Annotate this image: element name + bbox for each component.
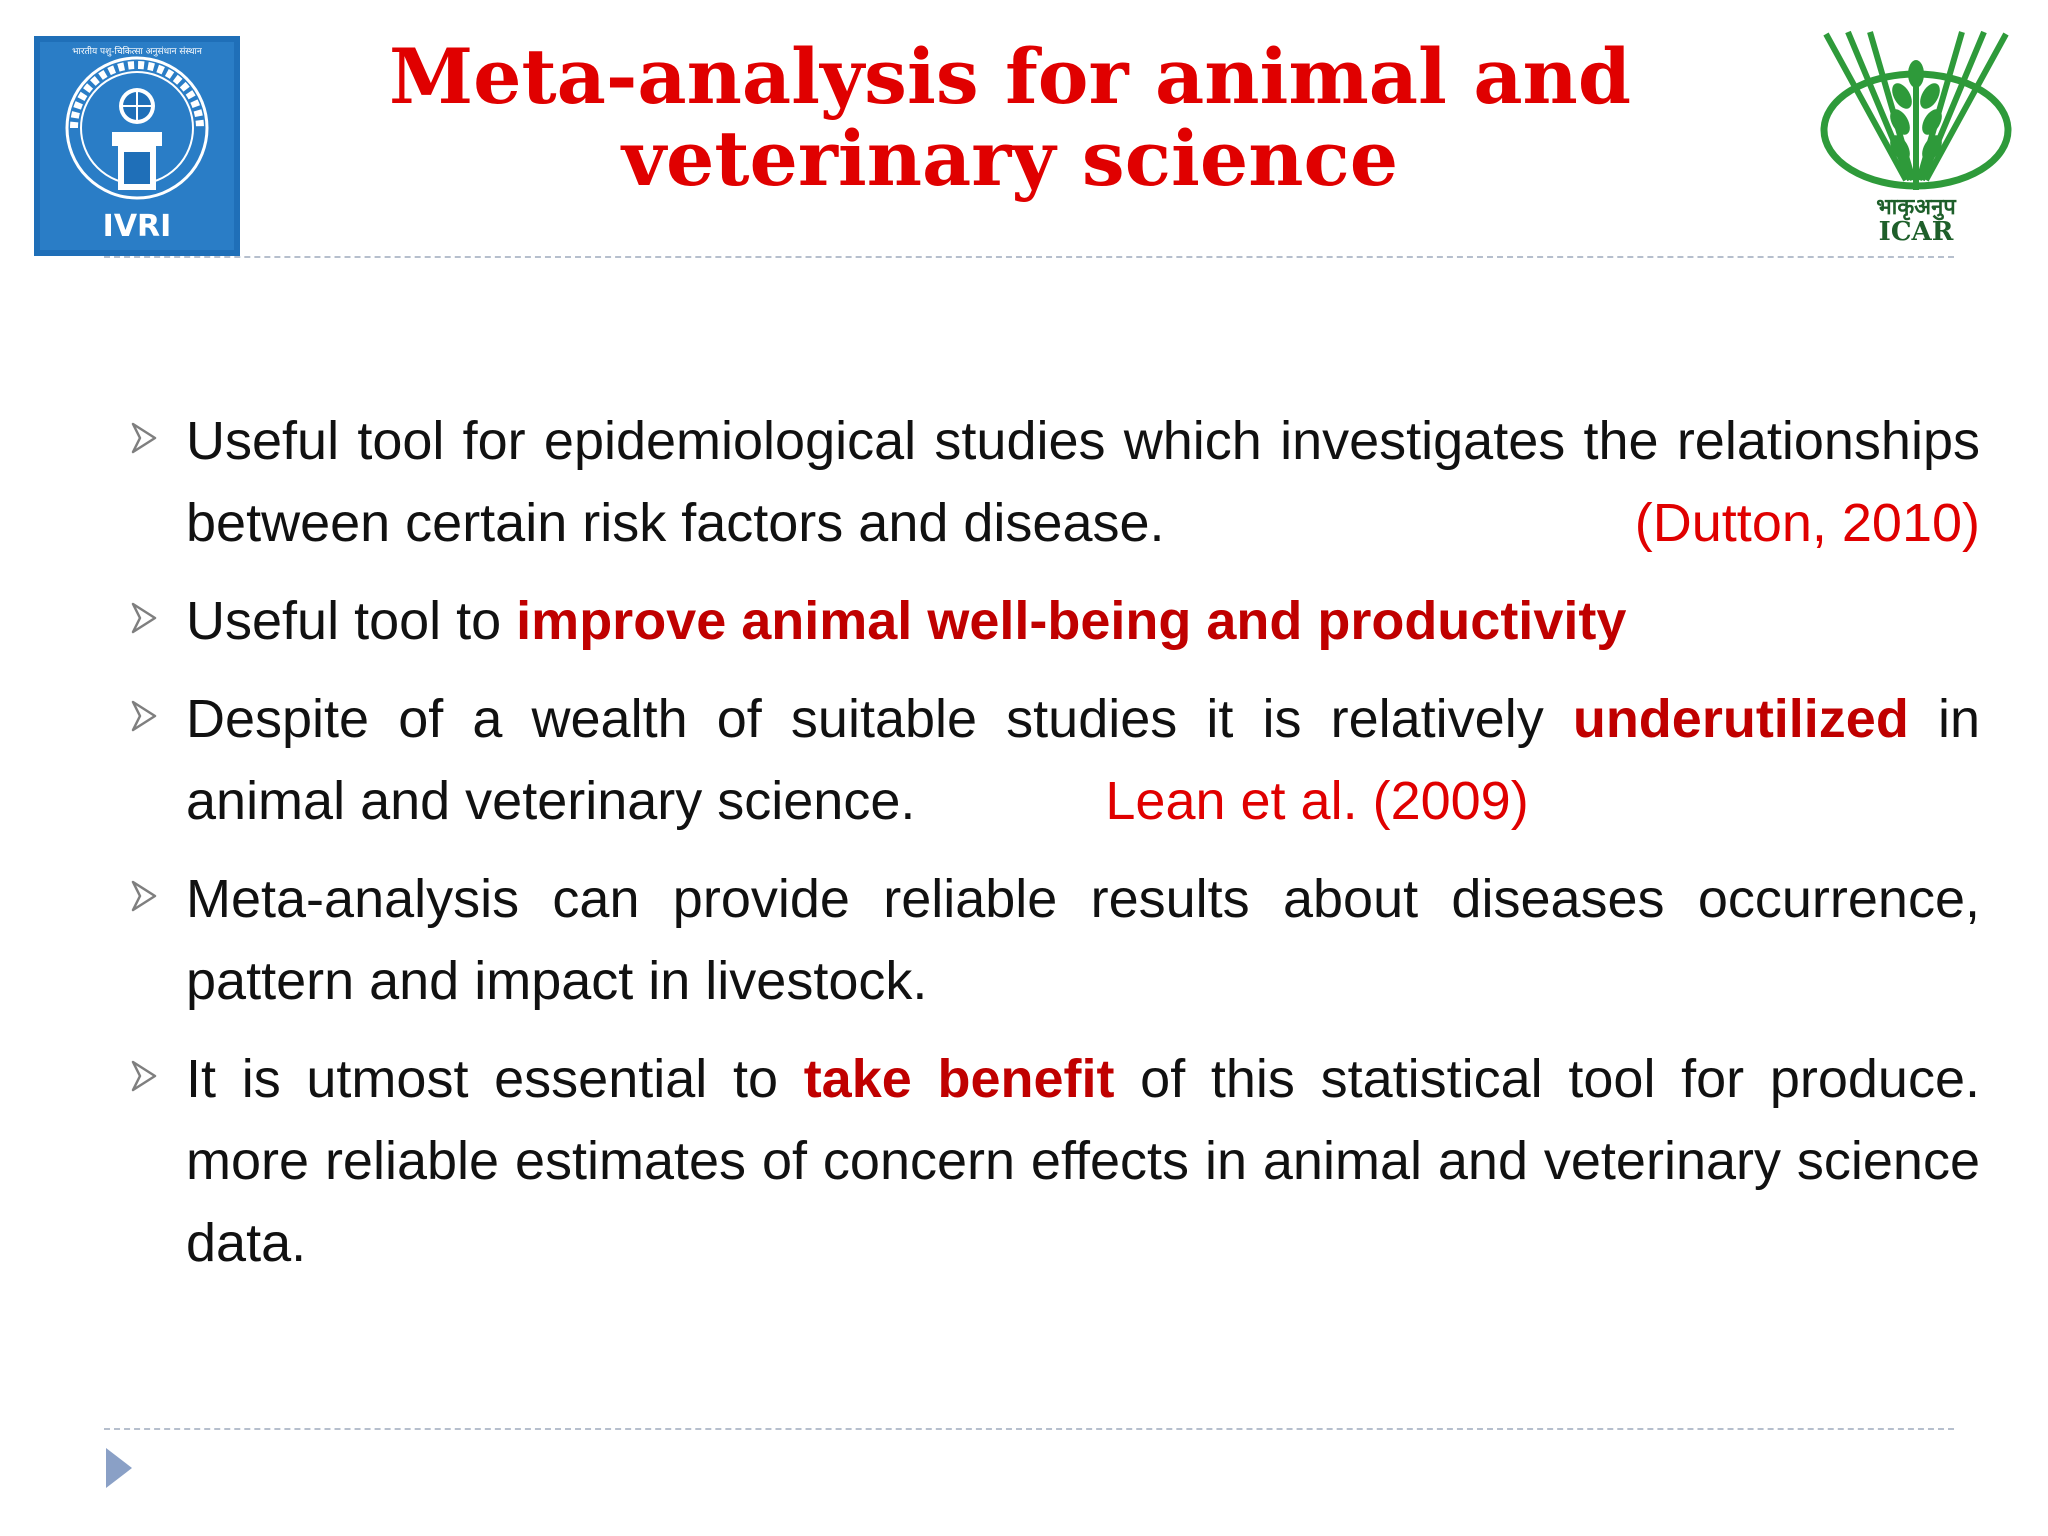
bullet-text-3 bbox=[186, 678, 1980, 842]
arrowhead-bullet-icon bbox=[130, 696, 158, 736]
icar-label: ICAR bbox=[1878, 217, 1954, 247]
header-divider bbox=[104, 256, 1954, 258]
ivri-logo bbox=[34, 36, 240, 256]
bullet-text-4 bbox=[186, 858, 1980, 1022]
bullet-list bbox=[130, 400, 1980, 1300]
arrowhead-bullet-icon bbox=[130, 876, 158, 916]
play-triangle-icon bbox=[104, 1446, 134, 1490]
bullet-5-suffix: of this statistical tool for produce. more reliable estimates of concern effects in animal and veterinary science data. bbox=[186, 1049, 1980, 1273]
bullet-item-4 bbox=[130, 858, 1980, 1022]
slide-title bbox=[330, 32, 1690, 203]
ivri-label: IVRI bbox=[102, 209, 172, 244]
bullet-3-prefix: Despite of a wealth of suitable studies it is relatively bbox=[186, 689, 1573, 749]
arrowhead-bullet-icon bbox=[130, 1056, 158, 1096]
title-line-1: Meta-analysis for animal and bbox=[389, 32, 1631, 121]
bullet-item-3 bbox=[130, 678, 1980, 842]
citation-dutton: (Dutton, 2010) bbox=[1634, 493, 1980, 553]
bullet-text-5 bbox=[186, 1038, 1980, 1284]
citation-lean: Lean et al. (2009) bbox=[1105, 771, 1529, 831]
bullet-item-2 bbox=[130, 580, 1980, 662]
bullet-item-1 bbox=[130, 400, 1980, 564]
bullet-2-highlight: improve animal well-being and productivity bbox=[516, 591, 1627, 651]
bullet-5-highlight: take benefit bbox=[803, 1049, 1115, 1109]
bullet-1-text: Useful tool for epidemiological studies which investigates the relationships between certain risk factors and disease. bbox=[186, 411, 1980, 553]
bullet-3-suffix: in animal and veterinary science. bbox=[186, 689, 1980, 831]
arrowhead-bullet-icon bbox=[130, 598, 158, 638]
footer-divider bbox=[104, 1428, 1954, 1430]
bullet-3-highlight: underutilized bbox=[1572, 689, 1909, 749]
bullet-4-text: Meta-analysis can provide reliable results about diseases occurrence, pattern and impact in livestock. bbox=[186, 869, 1980, 1011]
ivri-emblem-icon bbox=[34, 36, 240, 256]
bullet-text-1 bbox=[186, 400, 1980, 564]
bullet-2-prefix: Useful tool to bbox=[186, 591, 517, 651]
ivri-ring-text: भारतीय पशु-चिकित्सा अनुसंधान संस्थान bbox=[72, 47, 202, 57]
bullet-item-5 bbox=[130, 1038, 1980, 1284]
title-line-2: veterinary science bbox=[621, 114, 1399, 203]
arrowhead-bullet-icon bbox=[130, 418, 158, 458]
bullet-5-prefix: It is utmost essential to bbox=[186, 1049, 804, 1109]
bullet-text-2 bbox=[186, 580, 1980, 662]
icar-wheat-emblem-icon bbox=[1796, 30, 2036, 248]
icar-hindi-label: भाकृअनुप bbox=[1876, 195, 1956, 220]
icar-logo bbox=[1796, 30, 2036, 248]
